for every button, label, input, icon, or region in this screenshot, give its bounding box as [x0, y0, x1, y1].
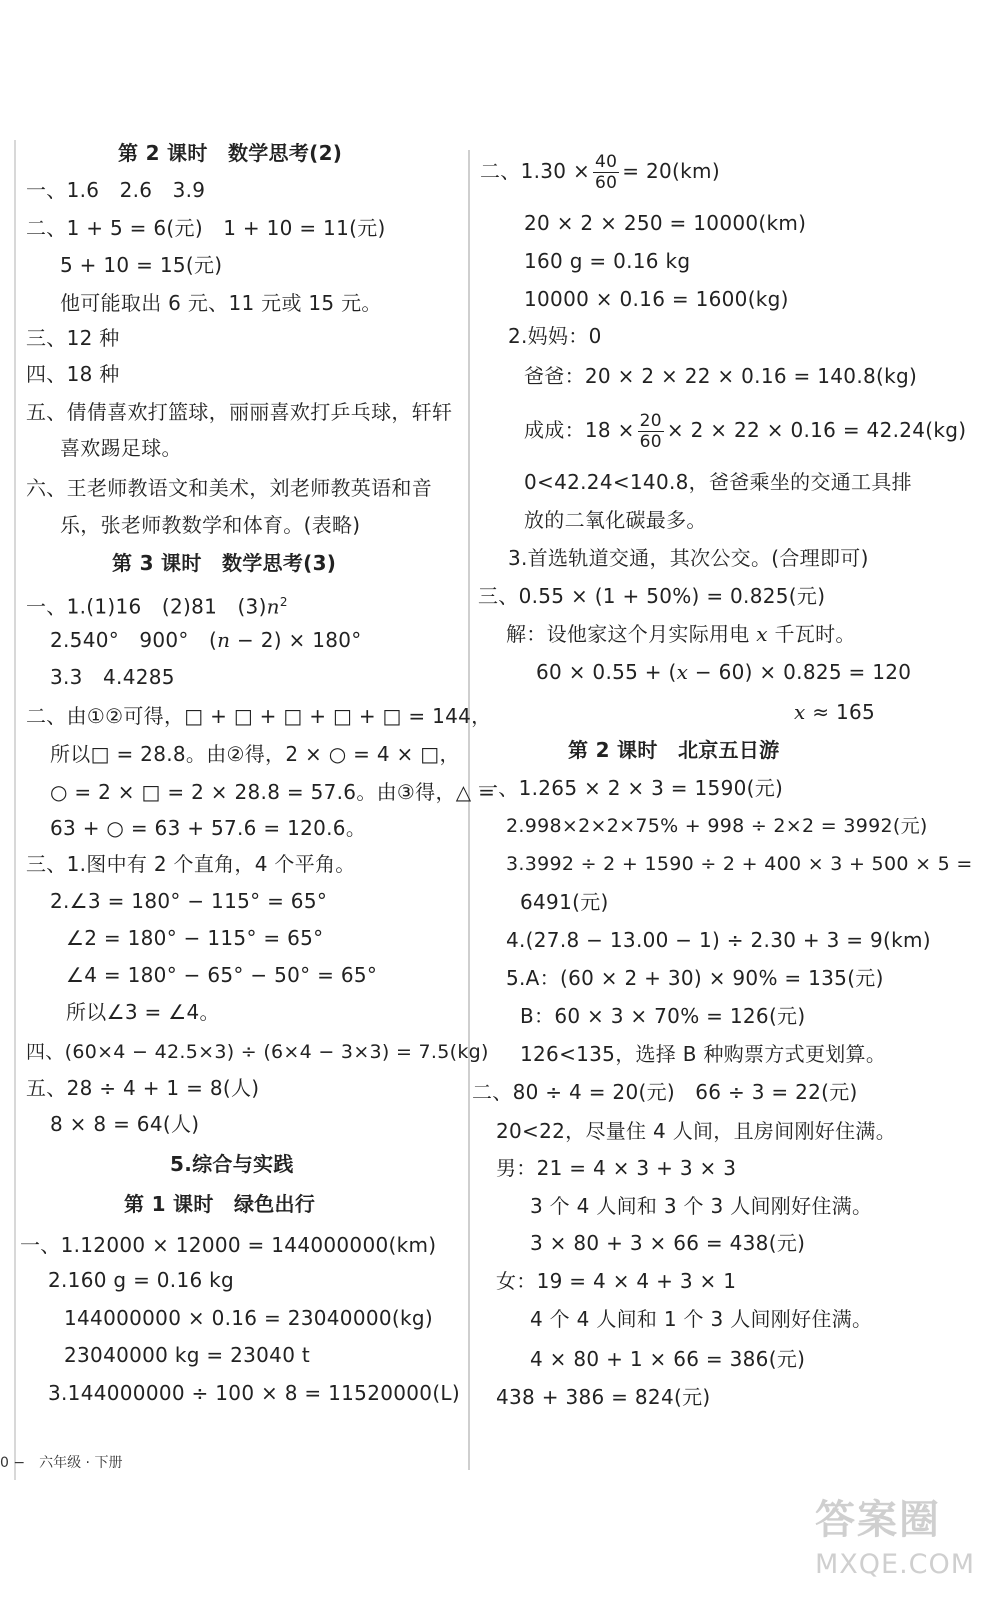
- answer-line: 所以□ = 28.8。由②得，2 × ○ = 4 × □，: [50, 742, 460, 766]
- answer-text: 一、1.(1)16 (2)81 (3): [26, 594, 267, 619]
- answer-line: 126<135，选择 B 种购票方式更划算。: [520, 1042, 887, 1066]
- answer-line: 4.(27.8 − 13.00 − 1) ÷ 2.30 + 3 = 9(km): [506, 928, 931, 952]
- page-edge: [14, 140, 16, 1480]
- answer-line: 63 + ○ = 63 + 57.6 = 120.6。: [50, 816, 367, 840]
- answer-line: 10000 × 0.16 = 1600(kg): [524, 287, 789, 311]
- variable-x: x: [676, 660, 689, 684]
- fraction-numerator: 40: [595, 152, 618, 172]
- watermark-url: MXQE.COM: [815, 1549, 976, 1580]
- answer-line: 438 + 386 = 824(元): [496, 1385, 711, 1409]
- answer-line: 三、12 种: [26, 326, 120, 350]
- answer-line: 3.首选轨道交通，其次公交。(合理即可): [508, 546, 869, 570]
- fraction: [638, 411, 664, 452]
- answer-line: ○ = 2 × □ = 2 × 28.8 = 57.6。由③得，△ =: [50, 780, 496, 804]
- answer-line: 23040000 kg = 23040 t: [64, 1343, 311, 1367]
- fraction-denominator: 60: [639, 432, 662, 452]
- answer-line: 5.A：(60 × 2 + 30) × 90% = 135(元): [506, 966, 884, 990]
- answer-line: 3.3 4.4285: [50, 665, 175, 689]
- fraction-denominator: 60: [595, 173, 618, 193]
- answer-line: 160 g = 0.16 kg: [524, 249, 691, 273]
- answer-line: 乐，张老师教数学和体育。(表略): [60, 513, 361, 537]
- fraction-numerator: 20: [639, 411, 662, 431]
- answer-line: 四、(60×4 − 42.5×3) ÷ (6×4 − 3×3) = 7.5(kg): [26, 1041, 489, 1063]
- answer-line: 20<22，尽量住 4 人间，且房间刚好住满。: [496, 1119, 896, 1143]
- answer-line: 3.3992 ÷ 2 + 1590 ÷ 2 + 400 × 3 + 500 × 5 =: [506, 853, 973, 875]
- answer-text: = 20(km): [622, 159, 720, 183]
- answer-line: 二、1 + 5 = 6(元) 1 + 10 = 11(元): [26, 216, 386, 240]
- answer-line: 男：21 = 4 × 3 + 3 × 3: [496, 1156, 737, 1180]
- answer-line: 2.160 g = 0.16 kg: [48, 1268, 235, 1292]
- answer-line: [524, 405, 966, 455]
- answer-text: ≈ 165: [805, 700, 876, 724]
- answer-line: ∠4 = 180° − 65° − 50° = 65°: [66, 963, 378, 987]
- answer-text: × 2 × 22 × 0.16 = 42.24(kg): [666, 418, 967, 442]
- answer-line: 20 × 2 × 250 = 10000(km): [524, 211, 807, 235]
- answer-line: 8 × 8 = 64(人): [50, 1112, 200, 1136]
- answer-text: 二、1.30 ×: [480, 159, 591, 183]
- answer-line: 2.妈妈：0: [508, 324, 602, 348]
- answer-line: 4 个 4 人间和 1 个 3 人间刚好住满。: [530, 1307, 873, 1331]
- answer-line: 二、由①②可得，□ + □ + □ + □ + □ = 144，: [26, 704, 492, 728]
- watermark-logo: [815, 1488, 975, 1586]
- answer-line: 女：19 = 4 × 4 + 3 × 1: [496, 1269, 737, 1293]
- fraction: [593, 152, 619, 193]
- answer-line: 所以∠3 = ∠4。: [66, 1000, 220, 1024]
- answer-line: 0<42.24<140.8，爸爸乘坐的交通工具排: [524, 470, 912, 494]
- page-footer: 0 − 六年级 · 下册: [0, 1455, 123, 1471]
- answer-line: [794, 699, 875, 725]
- answer-line: 六、王老师教语文和美术，刘老师教英语和音: [26, 476, 432, 500]
- answer-line: 一、1.12000 × 12000 = 144000000(km): [20, 1233, 437, 1257]
- answer-line: 二、80 ÷ 4 = 20(元) 66 ÷ 3 = 22(元): [472, 1080, 858, 1104]
- answer-line: 3 × 80 + 3 × 66 = 438(元): [530, 1231, 806, 1255]
- answer-line: B：60 × 3 × 70% = 126(元): [520, 1004, 806, 1028]
- answer-line: 他可能取出 6 元、11 元或 15 元。: [60, 291, 382, 315]
- answer-line: 四、18 种: [26, 362, 120, 386]
- answer-line: [536, 659, 911, 685]
- section-heading: 第 2 课时 北京五日游: [568, 738, 780, 762]
- answer-line: [506, 621, 856, 647]
- answer-line: [50, 627, 362, 653]
- answer-line: [26, 589, 288, 620]
- answer-line: 三、1.图中有 2 个直角，4 个平角。: [26, 852, 356, 876]
- answer-line: 五、倩倩喜欢打篮球，丽丽喜欢打乒乓球，轩轩: [26, 400, 453, 424]
- variable-n: n: [266, 594, 280, 619]
- answer-line: 爸爸：20 × 2 × 22 × 0.16 = 140.8(kg): [524, 364, 918, 388]
- answer-line: 放的二氧化碳最多。: [524, 508, 707, 532]
- answer-line: 4 × 80 + 1 × 66 = 386(元): [530, 1347, 806, 1371]
- section-heading: 第 1 课时 绿色出行: [124, 1192, 316, 1216]
- answer-line: 6491(元): [520, 890, 609, 914]
- answer-text: 成成：18 ×: [524, 418, 635, 442]
- answer-line: 喜欢踢足球。: [60, 436, 182, 460]
- answer-text: 解：设他家这个月实际用电: [506, 622, 757, 646]
- answer-text: 60 × 0.55 + (: [536, 660, 677, 684]
- answer-line: 五、28 ÷ 4 + 1 = 8(人): [26, 1076, 260, 1100]
- answer-line: 2.998×2×2×75% + 998 ÷ 2×2 = 3992(元): [506, 815, 928, 837]
- answer-line: 2.∠3 = 180° − 115° = 65°: [50, 889, 328, 913]
- chapter-heading: 5.综合与实践: [170, 1152, 294, 1176]
- answer-line: 3 个 4 人间和 3 个 3 人间刚好住满。: [530, 1194, 873, 1218]
- answer-text: 2.540° 900° (: [50, 628, 218, 652]
- exponent: 2: [279, 595, 288, 609]
- answer-text: 千瓦时。: [767, 622, 856, 646]
- answer-line: 三、0.55 × (1 + 50%) = 0.825(元): [478, 584, 826, 608]
- answer-text: − 2) × 180°: [230, 628, 362, 652]
- answer-line: 一、1.265 × 2 × 3 = 1590(元): [478, 776, 784, 800]
- answer-line: ∠2 = 180° − 115° = 65°: [66, 926, 324, 950]
- variable-x: x: [756, 622, 768, 646]
- watermark-text: 答案圈: [815, 1497, 941, 1543]
- answer-line: 144000000 × 0.16 = 23040000(kg): [64, 1306, 433, 1330]
- section-heading: 第 2 课时 数学思考(2): [118, 141, 343, 165]
- answer-line: 3.144000000 ÷ 100 × 8 = 11520000(L): [48, 1381, 460, 1405]
- answer-line: [480, 146, 720, 196]
- section-heading: 第 3 课时 数学思考(3): [112, 551, 337, 575]
- answer-text: − 60) × 0.825 = 120: [688, 660, 912, 684]
- variable-x: x: [794, 700, 806, 724]
- variable-n: n: [217, 628, 231, 652]
- answer-line: 5 + 10 = 15(元): [60, 253, 223, 277]
- column-divider: [468, 150, 470, 1470]
- answer-line: 一、1.6 2.6 3.9: [26, 178, 206, 202]
